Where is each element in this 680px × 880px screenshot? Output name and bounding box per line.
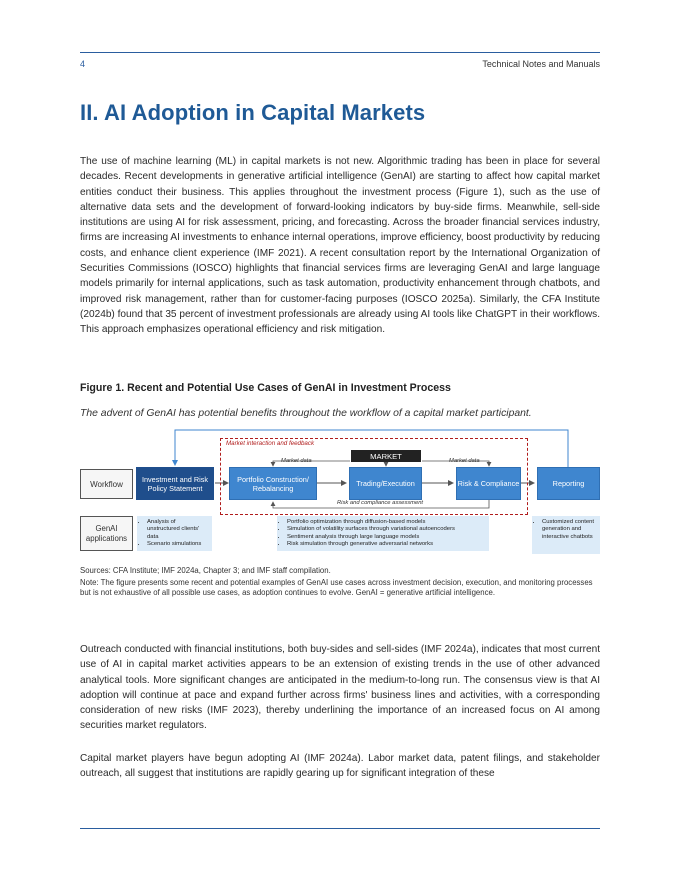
genai-use-item: • Customized content generation and interactive chatbots [542,519,597,541]
figure-subtitle: The advent of GenAI has potential benefits throughout the workflow of a capital market participant. [80,408,532,419]
genai-uses-portfolio [277,516,489,551]
genai-uses-policy [137,516,212,551]
paragraph-2: Outreach conducted with financial institutions, both buy-sides and sell-sides (IMF 2024a), indicates that most current use of AI in capital market activities appears to be an extension of existing trends in the use of other advanced analytical tools. More significant changes are anticipated in the medium-to-long run. The consensus view is that AI adoption will continue at pace and expand further across firms' business lines and activities, with a corresponding consideration of new risks (IMF 2023), thereby underlining the importance of an increased focus on AI among securities market regulators. [80,644,600,732]
step-reporting: Reporting [537,467,600,500]
step-trading-execution: Trading/Execution [349,467,422,500]
market-data-label-left: Market data [281,458,312,464]
step-risk-compliance: Risk & Compliance [456,467,521,500]
page-number: 4 [80,59,86,69]
paragraph-1: The use of machine learning (ML) in capital markets is not new. Algorithmic trading has been in place for several decades. Recent developments in generative artificial intelligence (GenAI) are starting to affect how capital market entities conduct their business. This applies throughout the investment process (Figure 1), such as the use of alternative data sets and the development of forward-looking indicators by buy-side firms. Meanwhile, sell-side institutions are using AI for risk assessment, pricing, and forecasting. Across the broader financial services industry, firms are increasing AI investments to enhance internal operations, improve efficiency, boost productivity by reducing costs, and enhance client experience (IMF 2021). A recent consultation report by the International Organization of Securities Commissions (IOSCO) highlights that financial services firms are leveraging GenAI and large language models primarily for internal applications, such as task automation, productivity enhancement through chatbots, and improved risk management, rather than for customer-facing purposes (IOSCO 2025a). Similarly, the CFA Institute (2024b) found that 35 percent of investment professionals are already using AI tools like ChatGPT in their workflows. This approach emphasizes operational efficiency and risk mitigation. [80,156,600,336]
step-investment-policy: Investment and Risk Policy Statement [136,467,214,500]
figure-sources: Sources: CFA Institute; IMF 2024a, Chapter 3; and IMF staff compilation. [80,566,331,575]
risk-assessment-label: Risk and compliance assessment [337,500,424,506]
figure-note: Note: The figure presents some recent and potential examples of GenAI use cases across investment decision, execution, and monitoring processes but is not exhaustive of all possible use cases, as adoption continues to evolve. GenAI = generative artificial intelligence. [80,578,593,598]
workflow-row-label: Workflow [80,469,133,499]
genai-use-item: • Simulation of volatility surfaces through variational autoencoders [287,526,486,533]
genai-row-label: GenAI applications [80,516,133,551]
genai-use-item: • Risk simulation through generative adversarial networks [287,541,486,548]
genai-use-item: • Analysis of unstructured clients' data [147,519,209,541]
genai-use-item: • Portfolio optimization through diffusion-based models [287,519,486,526]
paragraph-3: Capital market players have begun adopting AI (IMF 2024a). Labor market data, patent filings, and stakeholder outreach, all suggest that institutions are rapidly gearing up for significant integration of these [80,753,600,780]
feedback-label: Market interaction and feedback [226,440,315,447]
market-box: MARKET [351,450,421,462]
running-title: Technical Notes and Manuals [482,59,600,69]
footer-rule [80,828,600,829]
genai-uses-reporting [532,516,600,554]
market-data-label-right: Market data [449,458,480,464]
step-portfolio-construction: Portfolio Construction/ Rebalancing [229,467,317,500]
genai-use-item: • Sentiment analysis through large language models [287,534,486,541]
genai-use-item: • Scenario simulations [147,541,209,548]
figure-title: Figure 1. Recent and Potential Use Cases of GenAI in Investment Process [80,382,451,394]
section-title: II. AI Adoption in Capital Markets [80,100,426,125]
